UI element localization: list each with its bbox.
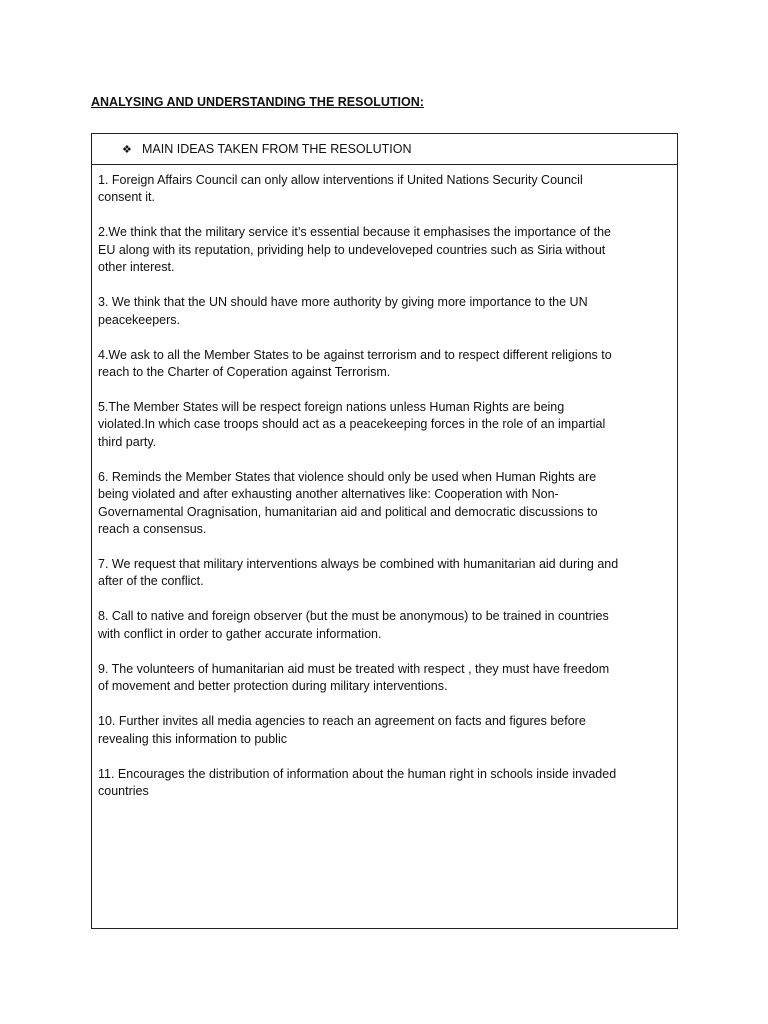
page-title: ANALYSING AND UNDERSTANDING THE RESOLUTION: [91,95,424,109]
list-item: 4.We ask to all the Member States to be against terrorism and to respect different religions to reach to the Charter of Coperation against Terrorism. [98,347,612,380]
list-item: 11. Encourages the distribution of information about the human right in schools inside invaded countries [98,766,617,799]
list-item: 8. Call to native and foreign observer (but the must be anonymous) to be trained in countries with conflict in order to gather accurate information. [98,609,609,641]
list-item: 3. We think that the UN should have more authority by giving more importance to the UN peacekeepers. [98,295,588,327]
main-ideas-box [91,133,678,929]
diamond-bullet-icon: ❖ [122,143,132,156]
list-item: 9. The volunteers of humanitarian aid must be treated with respect , they must have freedom of movement and better protection during military interventions. [98,661,610,694]
ideas-list [92,165,677,801]
list-item: 7. We request that military interventions always be combined with humanitarian aid during and after of the conflict. [98,557,619,589]
list-item: 5.The Member States will be respect foreign nations unless Human Rights are being violated.In which case troops should act as a peacekeeping forces in the role of an impartial third party. [98,400,606,449]
list-item: 2.We think that the military service it’s essential because it emphasises the importance of the EU along with its reputation, prividing help to undeveloveped countries such as Siria without other interest. [98,225,611,275]
box-header-label: MAIN IDEAS TAKEN FROM THE RESOLUTION [142,142,412,156]
box-header [92,134,677,165]
list-item: 1. Foreign Affairs Council can only allow interventions if United Nations Security Council consent it. [98,173,583,205]
list-item: 6. Reminds the Member States that violence should only be used when Human Rights are being violated and after exhausting another alternatives like: Cooperation with Non- Governamental Oragnisation, humanitarian aid and political and democratic discussions to reach a consensus. [98,469,598,537]
list-item: 10. Further invites all media agencies to reach an agreement on facts and figures before revealing this information to public [98,714,586,746]
